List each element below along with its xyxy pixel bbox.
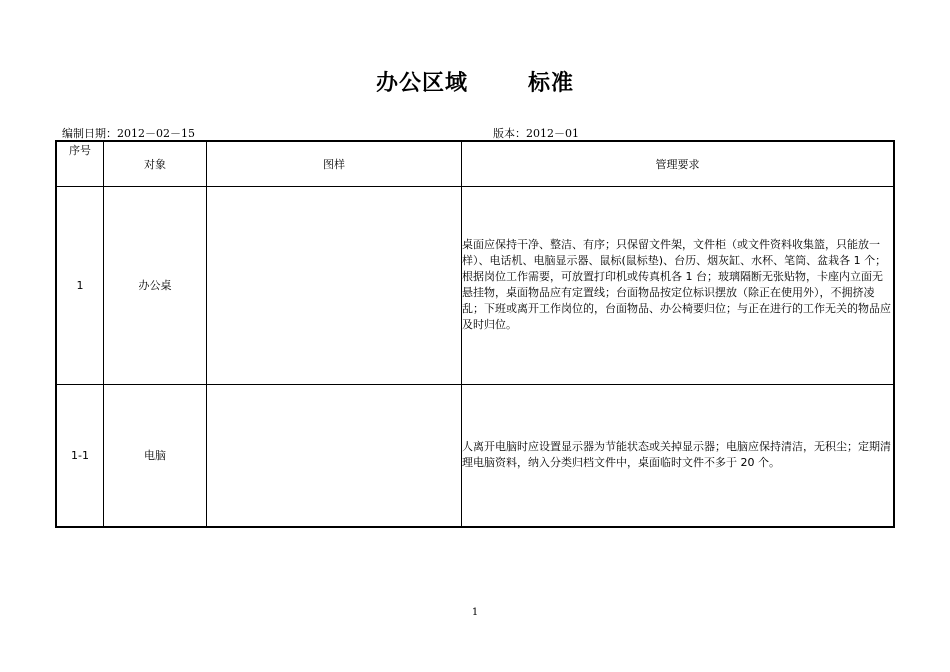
compile-date: 编制日期：2012－02－15	[62, 127, 195, 140]
table-row	[56, 186, 894, 384]
row-image-cell	[207, 384, 462, 527]
row-image-cell	[207, 186, 462, 384]
row-requirement: 桌面应保持干净、整洁、有序；只保留文件架，文件柜（或文件资料收集篮，只能放一样）、电话机、电脑显示器、鼠标(鼠标垫)、台历、烟灰缸、水杯、笔筒、盆栽各 1 个；根据岗位工作需要，可放置打印机或传真机各 1 台；玻璃隔断无张贴物，卡座内立面无悬挂物，桌面物品应有定置线；台面物品按定位标识摆放（除正在使用外），不拥挤凌乱；下班或离开工作岗位的，台面物品、办公椅要归位；与正在进行的工作无关的物品应及时归位。	[462, 186, 895, 384]
table-row	[56, 384, 894, 527]
standards-table	[55, 140, 895, 528]
row-object: 办公桌	[104, 186, 207, 384]
row-requirement: 人离开电脑时应设置显示器为节能状态或关掉显示器；电脑应保持清洁，无积尘；定期清理电脑资料，纳入分类归档文件中，桌面临时文件不多于 20 个。	[462, 384, 895, 527]
header-no: 序号	[56, 141, 104, 186]
row-number: 1-1	[56, 384, 104, 527]
table-header-row	[56, 141, 894, 186]
title-part-1: 办公区域	[375, 71, 468, 96]
document-title	[0, 66, 950, 97]
row-object: 电脑	[104, 384, 207, 527]
header-requirements: 管理要求	[462, 141, 895, 186]
row-number: 1	[56, 186, 104, 384]
page-number: 1	[471, 607, 479, 618]
header-image: 图样	[207, 141, 462, 186]
title-part-2: 标准	[528, 71, 575, 96]
header-object: 对象	[104, 141, 207, 186]
version-label: 版本：2012－01	[493, 127, 579, 140]
